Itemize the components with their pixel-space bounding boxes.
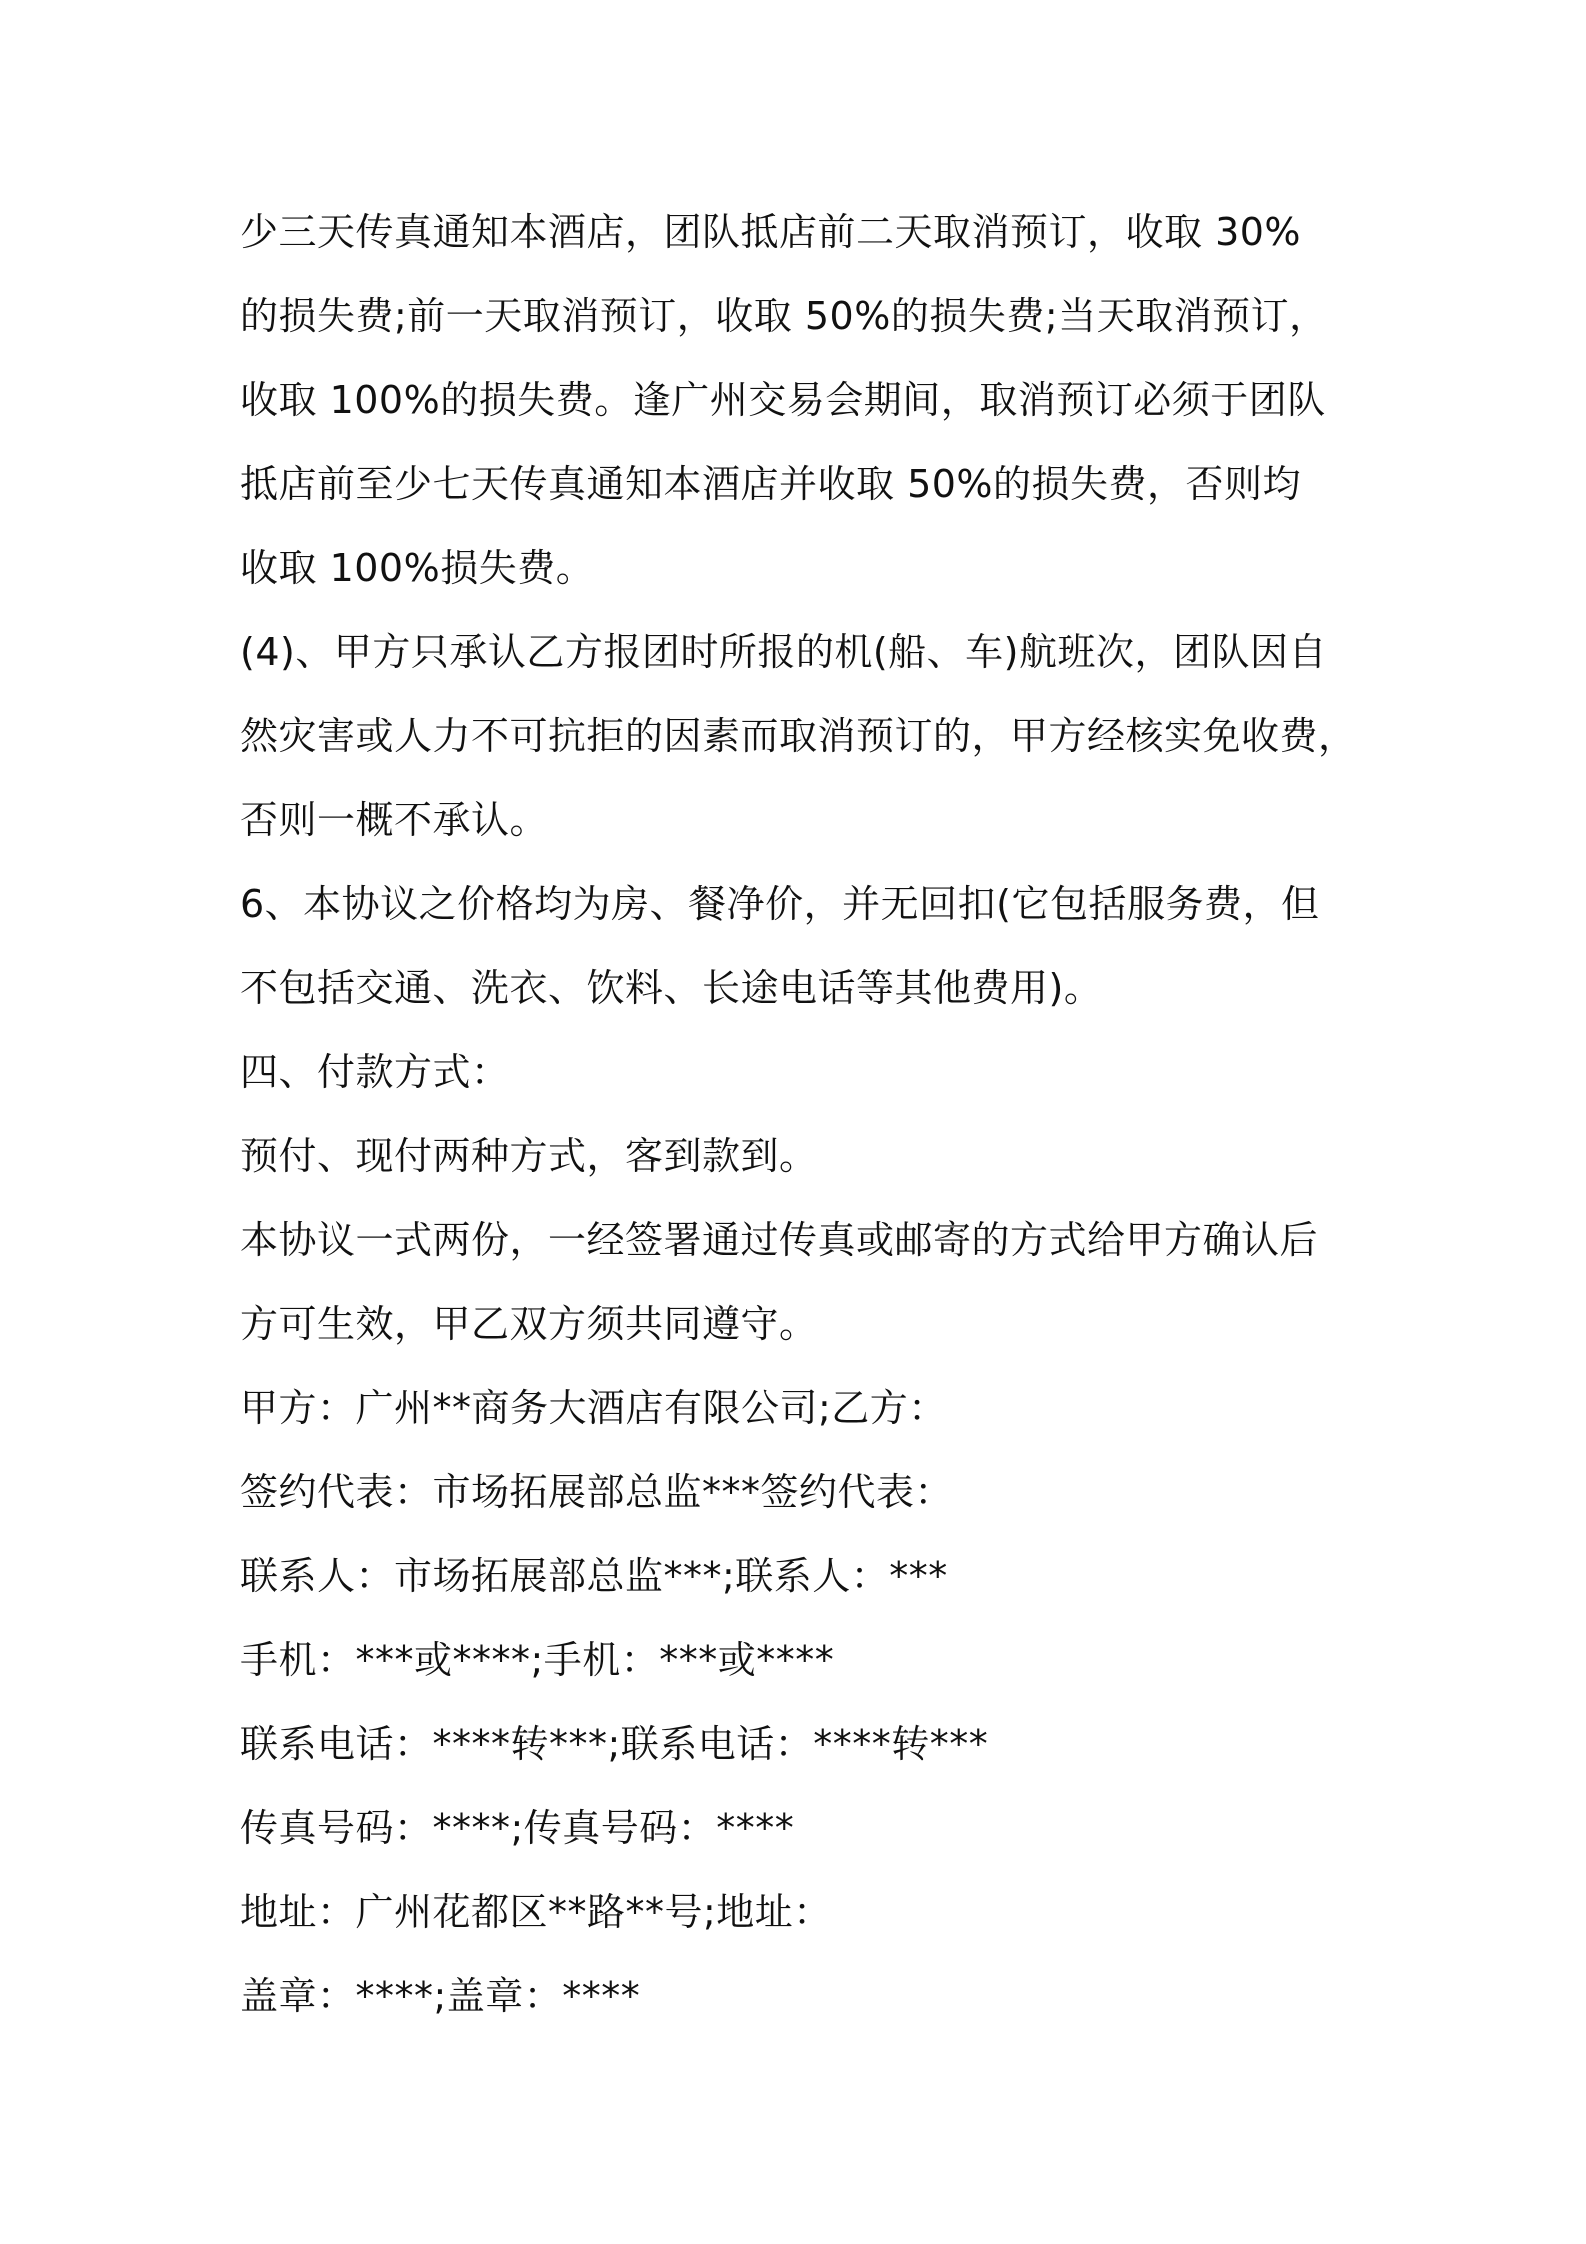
text-line: 收取 100%的损失费。逢广州交易会期间，取消预订必须于团队 <box>240 378 1326 422</box>
text-line: 不包括交通、洗衣、饮料、长途电话等其他费用)。 <box>240 966 1103 1010</box>
signature-party-line: 甲方：广州**商务大酒店有限公司;乙方： <box>240 1386 947 1430</box>
signature-fax-line: 传真号码：****;传真号码：**** <box>240 1806 795 1850</box>
signature-representative-line: 签约代表：市场拓展部总监***签约代表： <box>240 1470 954 1514</box>
signature-contact-line: 联系人：市场拓展部总监***;联系人：*** <box>240 1554 948 1598</box>
text-line: 少三天传真通知本酒店，团队抵店前二天取消预订，收取 30% <box>240 210 1302 254</box>
text-line: 6、本协议之价格均为房、餐净价，并无回扣(它包括服务费，但 <box>240 882 1320 926</box>
text-line: (4)、甲方只承认乙方报团时所报的机(船、车)航班次，团队因自 <box>240 630 1327 674</box>
text-line: 本协议一式两份，一经签署通过传真或邮寄的方式给甲方确认后 <box>240 1218 1319 1262</box>
signature-phone-line: 联系电话：****转***;联系电话：****转*** <box>240 1722 989 1766</box>
text-line: 抵店前至少七天传真通知本酒店并收取 50%的损失费，否则均 <box>240 462 1302 506</box>
signature-address-line: 地址：广州花都区**路**号;地址： <box>240 1890 832 1934</box>
signature-mobile-line: 手机：***或****;手机：***或**** <box>240 1638 835 1682</box>
text-line: 预付、现付两种方式，客到款到。 <box>240 1134 818 1178</box>
section-heading: 四、付款方式： <box>240 1050 510 1094</box>
text-line: 的损失费;前一天取消预订，收取 50%的损失费;当天取消预订， <box>240 294 1328 338</box>
text-line: 收取 100%损失费。 <box>240 546 595 590</box>
signature-seal-line: 盖章：****;盖章：**** <box>240 1974 641 2018</box>
document-body <box>240 200 1370 2048</box>
text-line: 否则一概不承认。 <box>240 798 549 842</box>
text-line: 方可生效，甲乙双方须共同遵守。 <box>240 1302 818 1346</box>
text-line: 然灾害或人力不可抗拒的因素而取消预订的，甲方经核实免收费， <box>240 714 1357 758</box>
